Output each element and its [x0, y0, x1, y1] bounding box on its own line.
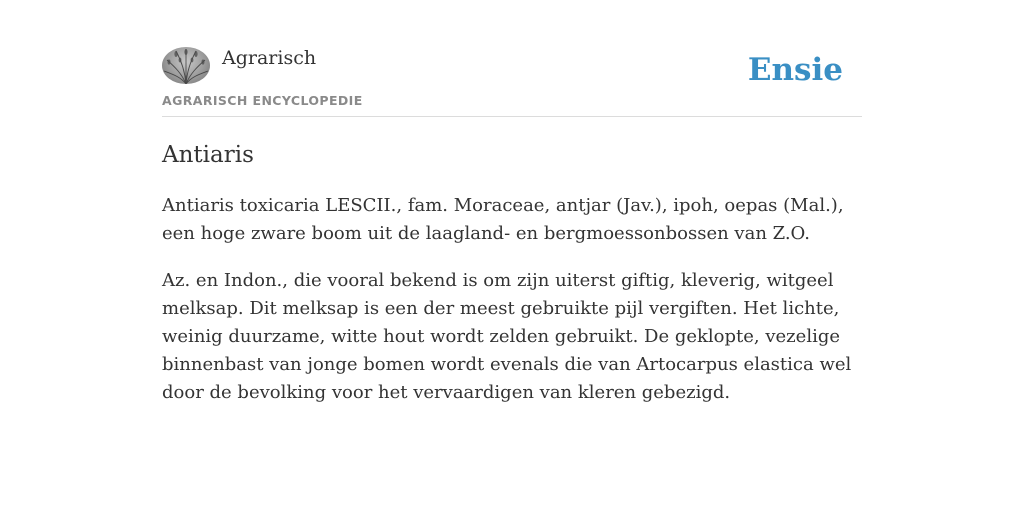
- article-paragraph: Antiaris toxicaria LESCII., fam. Moraceae, antjar (Jav.), ipoh, oepas (Mal.), een hoge zware boom uit de laagland- en bergmoessonbossen van Z.O.: [162, 195, 844, 244]
- wheat-plant-icon: [162, 47, 210, 84]
- article-title: Antiaris: [162, 142, 254, 168]
- ensie-logo-link[interactable]: Ensie: [747, 52, 843, 88]
- article-body: [162, 192, 862, 426]
- source-header: [162, 44, 862, 117]
- article-paragraph: Az. en Indon., die vooral bekend is om zijn uiterst giftig, kleverig, witgeel melksap. Dit melksap is een der meest gebruikte pijl vergiften. Het lichte, weinig duurzame, witte hout wordt zelden gebruikt. De geklopte, vezelige binnenbast van jonge bomen wordt evenals die van Artocarpus elastica wel door de bevolking voor het vervaardigen van kleren gebezigd.: [162, 270, 852, 403]
- source-name[interactable]: Agrarisch: [222, 47, 317, 69]
- source-avatar[interactable]: [162, 47, 210, 84]
- source-subtitle[interactable]: AGRARISCH ENCYCLOPEDIE: [162, 93, 363, 108]
